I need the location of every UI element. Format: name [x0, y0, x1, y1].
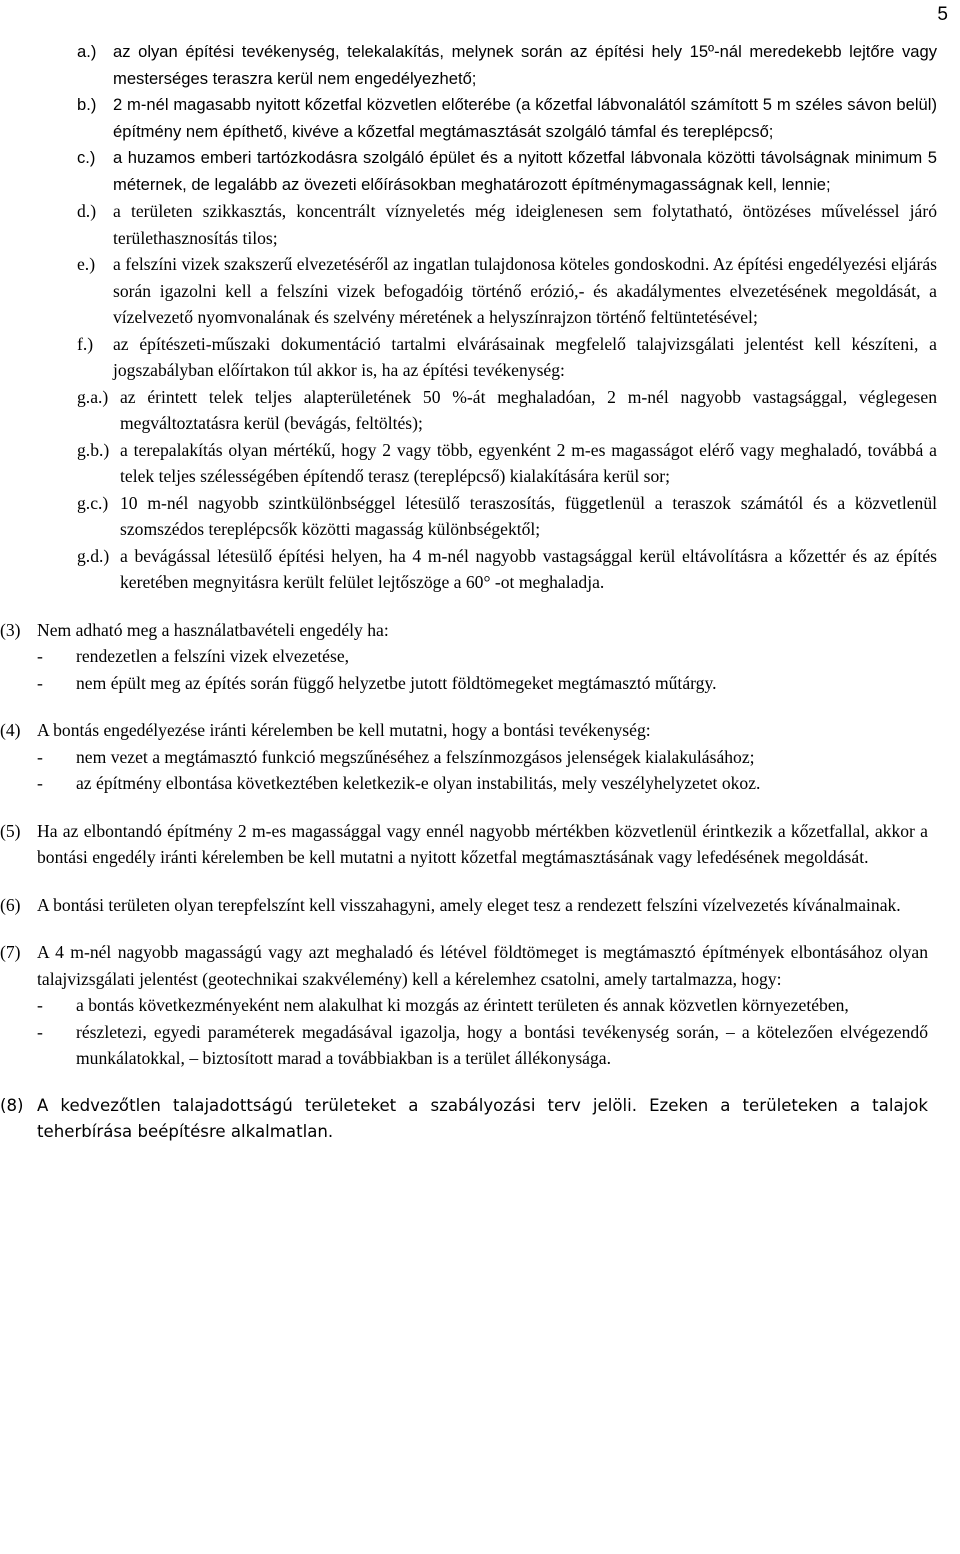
- dash-marker: -: [37, 672, 43, 693]
- section-label: (6): [0, 894, 21, 915]
- section-4: [0, 717, 928, 797]
- item-label: d.): [77, 201, 97, 221]
- section-text: A bontási területen olyan terepfelszínt kell visszahagyni, amely eleget tesz a rendezett felszíni vízelvezetés kívánalmainak.: [37, 894, 901, 915]
- item-label: g.c.): [77, 492, 109, 513]
- item-label: b.): [77, 95, 97, 114]
- document-body: [0, 39, 960, 1146]
- list-item-b: [77, 92, 937, 145]
- bullet-item: [37, 670, 928, 697]
- item-text: az érintett telek teljes alapterületének 50 %-át meghaladóan, 2 m-nél nagyobb vastagsággal, véglegesen megváltoztatásra kerül (bevágás, feltöltés);: [120, 386, 937, 433]
- item-label: f.): [77, 333, 94, 354]
- section-label: (7): [0, 942, 21, 962]
- bullet-item: [37, 992, 928, 1019]
- list-item-f: [77, 331, 937, 384]
- section-text: A bontás engedélyezése iránti kérelemben be kell mutatni, hogy a bontási tevékenység:: [37, 720, 651, 740]
- item-text: a felszíni vizek szakszerű elvezetéséről az ingatlan tulajdonosa köteles gondoskodni. Az építési engedélyezési eljárás során igazolni kell a felszíni vizek befogadóig történő erózió,- és akadálymentes elvezetésének megoldását, a vízelvezető nyomvonalának és szelvény méretének a helyszínrajzon történő feltüntetésével;: [113, 254, 937, 327]
- list-item-d: [77, 198, 937, 251]
- item-label: e.): [77, 254, 96, 274]
- section-label: (3): [0, 619, 21, 640]
- section-text: Ha az elbontandó építmény 2 m-es magassággal vagy ennél nagyobb mértékben közvetlenül érintkezik a kőzetfallal, akkor a bontási engedély iránti kérelemben be kell mutatni a nyitott kőzetfal megtámasztásának vagy lefedésének megoldását.: [37, 820, 928, 867]
- list-item-gd: [77, 543, 937, 596]
- section-label: (5): [0, 820, 21, 841]
- item-text: a terepalakítás olyan mértékű, hogy 2 vagy több, egyenként 2 m-es magasságot elérő vagy meghaladó, továbbá a telek teljes szélességében építendő terasz (tereplépcső) kialakítására kerül sor;: [120, 439, 937, 486]
- bullet-item: [37, 744, 928, 771]
- bullet-item: [37, 1019, 928, 1072]
- list-item-gb: [77, 437, 937, 490]
- item-label: c.): [77, 148, 96, 167]
- list-item-ga: [77, 384, 937, 437]
- bullet-text: rendezetlen a felszíni vizek elvezetése,: [76, 646, 350, 666]
- item-label: g.b.): [77, 439, 110, 460]
- bullet-text: a bontás következményeként nem alakulhat ki mozgás az érintett területen és annak közvetlen környezetében,: [76, 995, 849, 1015]
- section-3: [0, 617, 928, 697]
- item-text: az építészeti-műszaki dokumentáció tartalmi elvárásainak megfelelő talajvizsgálati jelentést kell készíteni, a jogszabályban előírtakon túl akkor is, ha az építési tevékenység:: [113, 333, 937, 380]
- bullet-text: nem vezet a megtámasztó funkció megszűnéséhez a felszínmozgásos jelenségek kialakulásához;: [76, 746, 755, 767]
- section-label: (8): [0, 1095, 24, 1115]
- dash-marker: -: [37, 646, 43, 666]
- bullet-text: az építmény elbontása következtében keletkezik-e olyan instabilitás, mely veszélyhelyzetet okoz.: [76, 773, 761, 793]
- section-label: (4): [0, 720, 21, 740]
- item-label: g.d.): [77, 545, 110, 566]
- list-item-a: [77, 39, 937, 92]
- item-label: g.a.): [77, 386, 109, 407]
- bullet-item: [37, 770, 928, 797]
- dash-marker: -: [37, 773, 43, 793]
- section-text: Nem adható meg a használatbavételi engedély ha:: [37, 619, 389, 640]
- bullet-text: nem épült meg az építés során függő helyzetbe jutott földtömegeket megtámasztó műtárgy.: [76, 672, 717, 693]
- dash-marker: -: [37, 995, 43, 1015]
- section-8: [0, 1093, 928, 1146]
- item-label: a.): [77, 42, 97, 61]
- list-item-e: [77, 251, 937, 331]
- bullet-item: [37, 643, 928, 670]
- section-text: A kedvezőtlen talajadottságú területeket a szabályozási terv jelöli. Ezeken a területeken a talajok teherbírása beépítésre alkalmatlan.: [37, 1095, 928, 1141]
- dash-marker: -: [37, 1021, 43, 1042]
- section-text: A 4 m-nél nagyobb magasságú vagy azt meghaladó és létével földtömeget is megtámasztó építmények elbontásához olyan talajvizsgálati jelentést (geotechnikai szakvélemény) kell a kérelemhez csatolni, amely tartalmazza, hogy:: [37, 942, 928, 989]
- dash-marker: -: [37, 746, 43, 767]
- section-5: [0, 818, 928, 871]
- list-item-gc: [77, 490, 937, 543]
- section-7: [0, 939, 928, 1072]
- page-number: 5: [937, 4, 948, 25]
- item-text: 2 m-nél magasabb nyitott kőzetfal közvetlen előterébe (a kőzetfal lábvonalától számított 5 m széles sávon belül) építmény nem építhető, kivéve a kőzetfal megtámasztását szolgáló támfal és tereplépcső;: [113, 95, 937, 141]
- section-6: [0, 892, 928, 919]
- item-text: a bevágással létesülő építési helyen, ha 4 m-nél nagyobb vastagsággal kerül eltávolításra a kőzettér és az építés keretében megnyitásra került felület lejtőszöge a 60° -ot meghaladja.: [120, 545, 937, 592]
- item-list: [0, 39, 960, 198]
- bullet-text: részletezi, egyedi paraméterek megadásával igazolja, hogy a bontási tevékenység során, – a kötelezően elvégezendő munkálatokkal, – biztosított marad a továbbiakban is a terület állékonysága.: [76, 1021, 928, 1068]
- item-text: az olyan építési tevékenység, telekalakítás, melynek során az építési hely 15º-nál meredekebb lejtőre vagy mesterséges teraszra kerül nem engedélyezhető;: [113, 42, 937, 88]
- item-text: a huzamos emberi tartózkodásra szolgáló épület és a nyitott kőzetfal lábvonala közötti távolságnak minimum 5 méternek, de legalább az övezeti előírásokban meghatározott építménymagasságnak kell, lennie;: [113, 148, 937, 194]
- list-item-c: [77, 145, 937, 198]
- item-text: 10 m-nél nagyobb szintkülönbséggel létesülő teraszosítás, függetlenül a teraszok számától és a közvetlenül szomszédos tereplépcsők közötti magasság különbségektől;: [120, 492, 937, 539]
- item-text: a területen szikkasztás, koncentrált víznyeletés még ideiglenesen sem folytatható, öntözéses műveléssel járó területhasznosítás tilos;: [113, 201, 937, 248]
